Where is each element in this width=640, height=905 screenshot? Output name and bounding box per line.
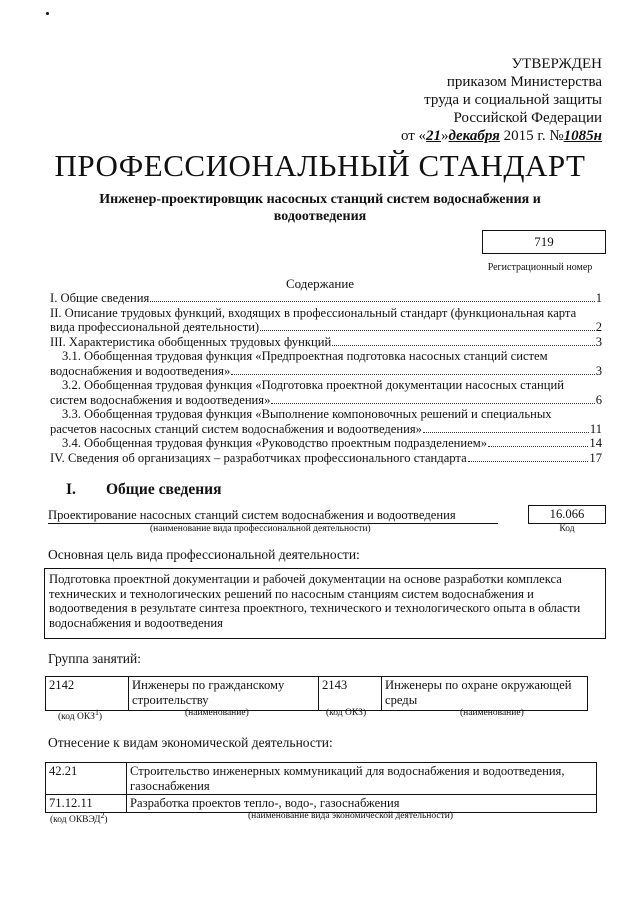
purpose-label: Основная цель вида профессиональной деятельности: [48, 547, 360, 562]
econ-label: Отнесение к видам экономической деятельности: [48, 735, 333, 750]
econ-name-1: Строительство инженерных коммуникаций для водоснабжения и водоотведения, газоснабжения [127, 763, 597, 795]
table-row [46, 763, 597, 795]
purpose-text: Подготовка проектной документации и рабочей документации на основе разработки комплекса технических и технологических решений по насосным станциям систем водоснабжения и водоотведения в результате синтеза проектного, технического и технологического опыта в области водоснабжения и водоотведения [44, 568, 606, 639]
approval-date [352, 127, 602, 145]
registration-number: 719 [482, 230, 606, 254]
group-caption-name-2: (наименование) [460, 708, 524, 718]
group-code-2: 2143 [319, 677, 382, 711]
toc-entry-iii[interactable]: III. Характеристика обобщенных трудовых функций 3 [50, 334, 602, 349]
activity-name: Проектирование насосных станций систем водоснабжения и водоотведения [48, 508, 498, 524]
scan-dot [46, 12, 49, 15]
table-row [46, 795, 597, 813]
activity-caption: (наименование вида профессиональной деятельности) [150, 524, 371, 534]
group-name-2: Инженеры по охране окружающей среды [382, 677, 588, 711]
economic-activities-table [45, 762, 597, 813]
econ-code-2: 71.12.11 [46, 795, 127, 813]
econ-name-2: Разработка проектов тепло-, водо-, газоснабжения [127, 795, 597, 813]
registration-label: Регистрационный номер [487, 262, 593, 273]
approval-line-3: труда и социальной защиты [424, 92, 602, 108]
date-prefix: от « [400, 128, 427, 144]
order-number: 1085н [563, 128, 602, 144]
document-subtitle: Инженер-проектировщик насосных станций систем водоснабжения и водоотведения [99, 192, 541, 224]
group-code-1: 2142 [46, 677, 129, 711]
occupation-groups-table [45, 676, 588, 711]
toc-entry-i[interactable]: I. Общие сведения 1 [50, 291, 602, 305]
toc-entry-3-1[interactable]: 3.1. Обобщенная трудовая функция «Предпроектная подготовка насосных станций систем [62, 349, 548, 363]
approval-line-2: приказом Министерства [446, 74, 602, 90]
section-number: I. [66, 481, 76, 498]
group-caption-code-2: (код ОКЗ) [326, 708, 367, 718]
document-title: ПРОФЕССИОНАЛЬНЫЙ СТАНДАРТ [54, 148, 586, 183]
approval-block [352, 55, 602, 145]
date-month: декабря [448, 128, 500, 144]
code-caption: Код [559, 524, 575, 534]
econ-code-1: 42.21 [46, 763, 127, 795]
table-of-contents [50, 291, 602, 465]
group-label: Группа занятий: [48, 651, 141, 666]
toc-entry-3-3[interactable]: 3.3. Обобщенная трудовая функция «Выполнение компоновочных решений и специальных [62, 407, 552, 421]
approval-line-4: Российской Федерации [453, 110, 602, 126]
group-caption-name: (наименование) [185, 708, 249, 718]
toc-entry-3-4[interactable]: 3.4. Обобщенная трудовая функция «Руководство проектным подразделением» 14 [62, 436, 602, 450]
group-name-1: Инженеры по гражданскому строительству [129, 677, 319, 711]
toc-title: Содержание [285, 276, 355, 291]
group-caption-code: (код ОКЗ$^1$) [58, 708, 103, 723]
date-day: 21 [426, 128, 442, 144]
toc-entry-3-1-cont[interactable]: водоснабжения и водоотведения» 3 [50, 363, 602, 378]
toc-entry-3-2-cont[interactable]: систем водоснабжения и водоотведения» 6 [50, 392, 602, 407]
toc-entry-3-3-cont[interactable]: расчетов насосных станций систем водоснабжения и водоотведения» 11 [50, 421, 602, 436]
approval-line-1: УТВЕРЖДЕН [511, 56, 602, 72]
section-heading [66, 481, 221, 499]
econ-caption-name: (наименование вида экономической деятельности) [248, 811, 453, 821]
toc-entry-ii[interactable]: II. Описание трудовых функций, входящих в профессиональный стандарт (функциональная карта [50, 305, 577, 320]
toc-entry-3-2[interactable]: 3.2. Обобщенная трудовая функция «Подготовка проектной документации насосных станций [62, 378, 564, 392]
econ-caption-code: (код ОКВЭД$^2$) [50, 811, 108, 826]
toc-entry-ii-cont[interactable]: вида профессиональной деятельности) 2 [50, 320, 602, 334]
date-mid: » [441, 128, 449, 144]
table-row [46, 677, 588, 711]
toc-entry-iv[interactable]: IV. Сведения об организациях – разработчиках профессионального стандарта 17 [50, 450, 602, 465]
section-title: Общие сведения [106, 481, 222, 498]
activity-code: 16.066 [528, 505, 606, 524]
date-year: 2015 г. № [499, 128, 564, 144]
